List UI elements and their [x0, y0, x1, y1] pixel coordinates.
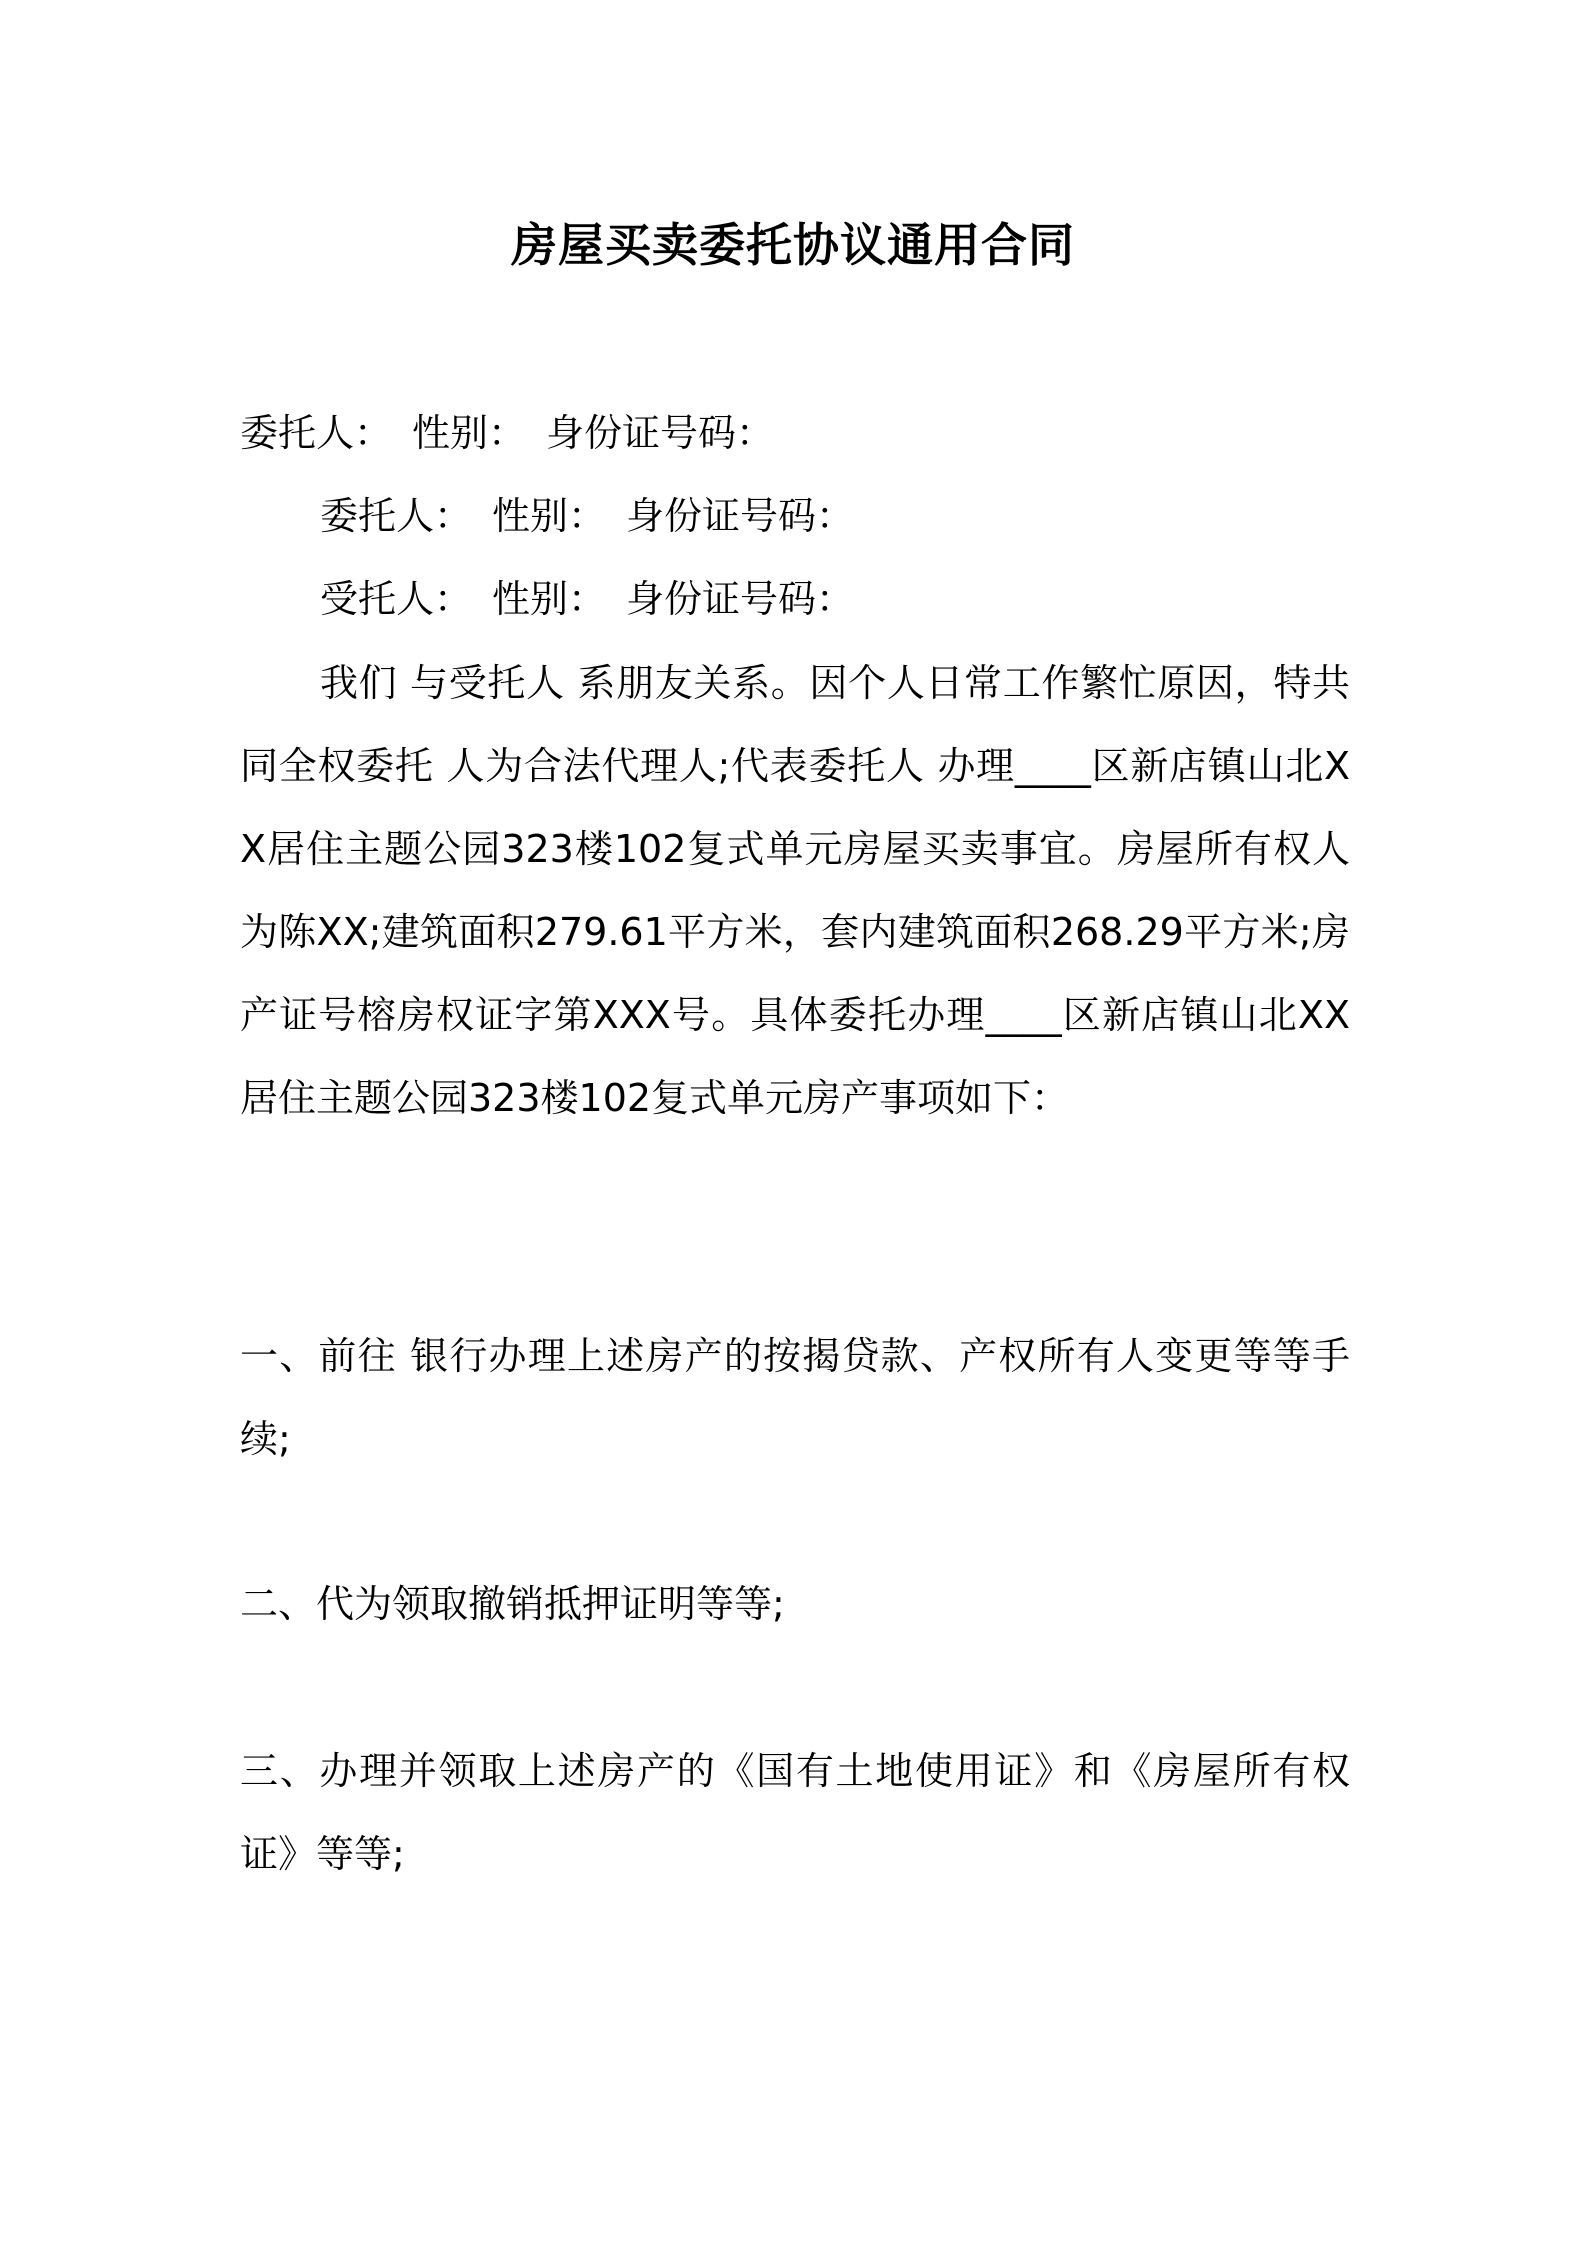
party-label: 委托人： [240, 411, 393, 455]
party-label: 委托人： [320, 494, 473, 538]
item-1: 一、前往 银行办理上述房产的按揭贷款、产权所有人变更等等手续; [240, 1334, 1350, 1461]
party-id-number: 身份证号码： [626, 577, 855, 621]
party-label: 受托人： [320, 577, 473, 621]
party-row-3 [320, 558, 854, 641]
item-3: 三、办理并领取上述房产的《国有土地使用证》和《房屋所有权证》等等; [240, 1749, 1350, 1876]
item-2: 二、代为领取撤销抵押证明等等; [240, 1582, 785, 1626]
party-gender: 性别： [492, 577, 607, 621]
party-gender: 性别： [492, 494, 607, 538]
document-title: 房屋买卖委托协议通用合同 [511, 218, 1075, 272]
party-row-1 [240, 392, 774, 475]
party-id-number: 身份证号码： [546, 411, 775, 455]
party-row-2 [320, 475, 854, 558]
party-id-number: 身份证号码： [626, 494, 855, 538]
intro-paragraph: 我们 与受托人 系朋友关系。因个人日常工作繁忙原因，特共同全权委托 人为合法代理人;代表委托人 办理____区新店镇山北XX居住主题公园323楼102复式单元房屋买卖事宜。房屋所有权人为陈XX;建筑面积279.61平方米，套内建筑面积268.29平方米;房产证号榕房权证字第XXX号。具体委托办理____区新店镇山北XX居住主题公园323楼102复式单元房产事项如下： [240, 661, 1350, 1120]
party-gender: 性别： [412, 411, 527, 455]
